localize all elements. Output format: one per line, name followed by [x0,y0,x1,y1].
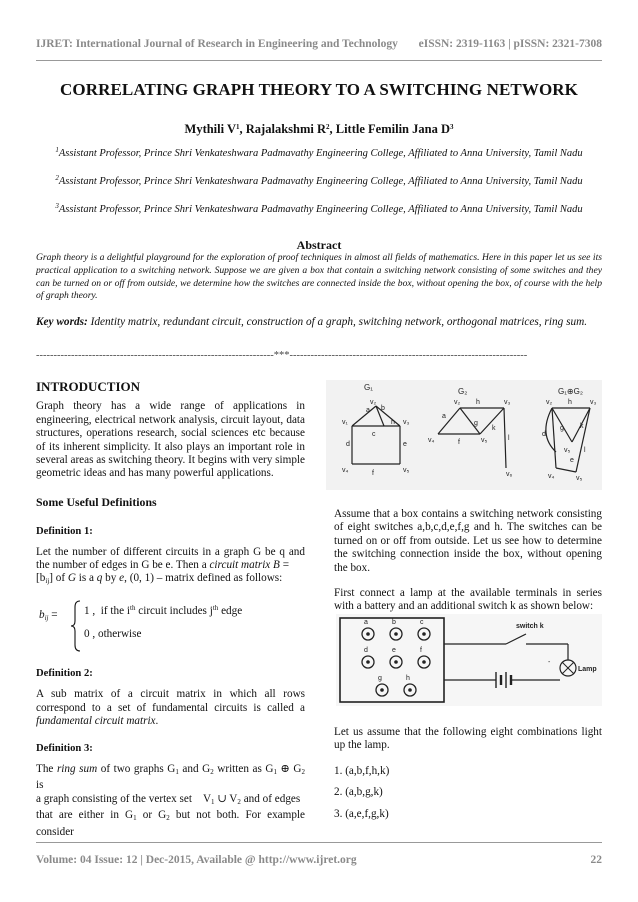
brace-icon [70,599,82,653]
vertex-label: v₄ [428,437,435,444]
definition-3-text [36,763,305,839]
def3-part: or G [136,809,167,822]
g2-label: G₂ [458,387,468,396]
def3-line [36,809,305,825]
switch-dot [366,632,370,636]
def2-part: . [155,715,159,728]
vertex-label: v₃ [403,419,410,426]
right-column-top [334,508,602,614]
combination-item: 2. (a,b,g,k) [334,786,383,799]
eq-text: if the i [100,604,130,617]
vertex-label: v₅ [403,467,410,474]
edge-label: d [346,441,350,448]
affiliation-2 [46,171,592,189]
graph-figure [326,380,602,490]
switch-dot [366,660,370,664]
def1-part: is a [75,572,97,585]
def3-part: written as G [213,762,274,775]
switch-dot [408,688,412,692]
def3-sub: 2 [166,814,170,823]
g1-label: G₁ [364,383,373,392]
author-3: Little Femilin Jana D [335,122,450,136]
definition-1-text [36,546,305,589]
switch-dot [394,660,398,664]
switch-label: d [364,647,368,654]
def1-part: Let the number of different circuits in a graph G be q and the number of edges in G be e. Then a [36,545,305,572]
affiliation-text: Assistant Professor, Prince Shri Venkateshwara Padmavathy Engineering College, Affiliated to Anna University, Tamil Nadu [58,204,583,215]
vertex-label: v₂ [546,399,553,406]
def3-part: ⊕ G [276,762,302,775]
def3-part: that are either in G [36,809,134,822]
figure-background [326,380,602,490]
def1-part: [b [36,572,46,585]
paper-title: CORRELATING GRAPH THEORY TO A SWITCHING NETWORK [60,80,578,99]
edge-label: e [403,441,407,448]
edge-label: l [584,447,586,454]
def3-sub: 1 [175,767,179,776]
edge-label: f [372,470,374,477]
circuit-matrix-equation [36,595,305,655]
eq-val: 1 , [84,604,96,617]
affiliation-num: 3 [55,202,59,210]
keywords [36,313,602,332]
edge-label: h [391,419,395,426]
vertex-label: v₅ [564,447,571,454]
def3-part: of two graphs G [97,762,176,775]
def3-sub: 1 [133,814,137,823]
affiliation-3 [46,199,592,217]
battery-minus: - [548,659,551,666]
vertex-label: v₆ [506,471,513,478]
def1-var: G [67,572,76,585]
eq-equals: = [51,608,58,621]
section-separator: --------------------------------------------------------------------***-------------------------------------------------------------------- [36,350,528,361]
edge-label: g [474,420,478,427]
author-sep: , [239,122,246,136]
footer-left [36,854,357,866]
left-column [36,380,305,839]
affiliation-num: 1 [55,146,59,154]
edge-label: f [458,439,460,446]
switch-label: c [420,619,424,626]
def2-term: fundamental circuit matrix [36,715,156,728]
def3-line [36,793,305,809]
def1-part: by [102,572,120,585]
def3-part: but not both. For example [169,809,306,822]
affiliation-num: 2 [55,174,59,182]
definition-1-heading: Definition 1: [36,526,93,538]
affiliation-text: Assistant Professor, Prince Shri Venkateshwara Padmavathy Engineering College, Affiliated to Anna University, Tamil Nadu [58,148,583,159]
vertex-label: v₂ [454,399,461,406]
vertex-label: v₂ [370,399,377,406]
def3-line: consider [36,825,74,838]
edge-label: b [381,405,385,412]
vertex-label: v₁ [342,419,348,426]
box-description: Assume that a box contains a switching network consisting of eight switches a,b,c,d,e,f,g and h. The switches can be turned on or off from outside. Let us see how to determine the switching connection inside the box, without opening the box. [334,508,602,574]
intro-heading: INTRODUCTION [36,379,141,394]
edge-label: d [542,431,546,438]
def3-sub: 1 [273,767,277,776]
header-rule [36,60,602,61]
def3-sub: 2 [237,797,241,806]
lamp-label: Lamp [578,666,597,673]
def3-part: is [36,779,44,792]
author-sep: , [329,122,336,136]
definition-2-heading: Definition 2: [36,667,93,679]
definition-2-text [36,688,305,728]
eq-sup: th [212,603,219,612]
def3-part: and G [178,762,211,775]
def3-part: a graph consisting of the vertex set V [36,792,212,805]
edge-label: e [570,457,574,464]
combination-item: 3. (a,e,f,g,k) [334,807,389,820]
def1-part: ] of [49,572,68,585]
right-column-bottom [334,726,602,821]
def3-part: The [36,762,57,775]
intro-text: Graph theory has a wide range of applications in engineering, electrical network analysis, circuit layout, data structures, operations research, social sciences etc because of its inherent simplicity. It also plays an important role in several areas as switching theory. It begins with very simple geometric ideas and has many powerful applications. [36,400,305,480]
edge-label: g [560,425,564,432]
definitions-heading: Some Useful Definitions [36,494,157,509]
vertex-label: v₄ [548,473,555,480]
switch-box-figure [336,614,602,706]
vertex-label: v₃ [590,399,597,406]
eq-row-1 [84,602,242,618]
eq-row-2: 0 , otherwise [84,627,142,640]
def1-part: = [279,559,290,572]
def3-line [36,763,305,793]
def1-var: q [96,572,103,585]
def3-term: ring sum [56,762,98,775]
page-number: 22 [590,854,602,866]
switch-label: b [392,619,396,626]
edge-label: k [492,425,496,432]
switch-label: h [406,675,410,682]
switch-dot [422,632,426,636]
ring-sum-label: G₁⊕G₂ [558,387,583,396]
switch-label: g [378,675,382,682]
edge-label: a [366,407,370,414]
def1-sub: ij [45,577,50,586]
eq-text: circuit includes j [135,604,213,617]
author-2: Rajalakshmi R [245,122,326,136]
lamp-instruction: First connect a lamp at the available terminals in series with a battery and an additional switch k as shown below: [334,587,602,613]
def3-sub: 2 [210,767,214,776]
edge-label: k [580,423,584,430]
def3-part: ∪ V [214,792,238,805]
combinations-intro: Let us assume that the following eight combinations light up the lamp. [334,726,602,752]
edge-label: c [372,431,376,438]
eq-sub: ij [44,613,49,622]
eq-sup: th [130,603,136,612]
edge-label: h [568,399,572,406]
def3-part: and of edges [240,792,301,805]
affiliation-text: Assistant Professor, Prince Shri Venkateshwara Padmavathy Engineering College, Affiliated to Anna University, Tamil Nadu [58,176,583,187]
footer-volume: Volume: 04 Issue: 12 | Dec-2015, Available @ [36,854,259,866]
issn: eISSN: 2319-1163 | pISSN: 2321-7308 [418,38,602,50]
vertex-label: v₄ [342,467,349,474]
def1-term: circuit matrix B [209,559,280,572]
combination-item: 1. (a,b,f,h,k) [334,764,390,777]
switch-k-label: switch k [516,623,544,630]
switch-dot [394,632,398,636]
author-2-sup: 2 [326,123,330,131]
journal-name: IJRET: International Journal of Research in Engineering and Technology [36,38,398,50]
eq-b: b [39,608,45,621]
vertex-label: v₃ [504,399,511,406]
keywords-text: Identity matrix, redundant circuit, construction of a graph, switching network, orthogonal matrices, ring sum. [90,316,588,328]
authors [0,122,638,137]
vertex-label: v₅ [481,437,488,444]
def3-sub: 1 [211,797,215,806]
def1-part: , (0, 1) – matrix defined as follows: [124,572,283,585]
author-3-sup: 3 [449,123,454,131]
affiliation-1 [46,143,592,161]
definition-3-heading: Definition 3: [36,742,93,754]
abstract-heading: Abstract [296,238,342,252]
footer-link[interactable]: http://www.ijret.org [258,854,357,866]
edge-label: l [508,435,510,442]
edge-label: a [442,413,446,420]
switch-label: a [364,619,368,626]
eq-text: edge [218,604,243,617]
keywords-label: Key words: [36,316,88,328]
switch-label: f [420,647,422,654]
vertex-label: v₅ [576,475,583,482]
switch-label: e [392,647,396,654]
abstract-text: Graph theory is a delightful playground for the exploration of proof techniques in almost all fields of mathematics. Here in this paper let us see its practical application to a switching network. Suppose we are given a box that contain a switching network consisting of some switches and they can be turned on or off from outside, we determine how the switches are connected inside the box, without opening the box, of course with the help of graph theory. [36,252,602,302]
def2-part: A sub matrix of a circuit matrix in which all rows correspond to a set of fundamental circuits is called a [36,688,305,714]
switch-dot [380,688,384,692]
switch-dot [422,660,426,664]
eq-lhs [39,609,58,625]
author-1-sup: 1 [236,123,240,131]
author-1: Mythili V [184,122,237,136]
footer-rule [36,842,602,843]
edge-label: h [476,399,480,406]
def1-var: e [119,572,125,585]
def3-sub: 2 [301,767,305,776]
